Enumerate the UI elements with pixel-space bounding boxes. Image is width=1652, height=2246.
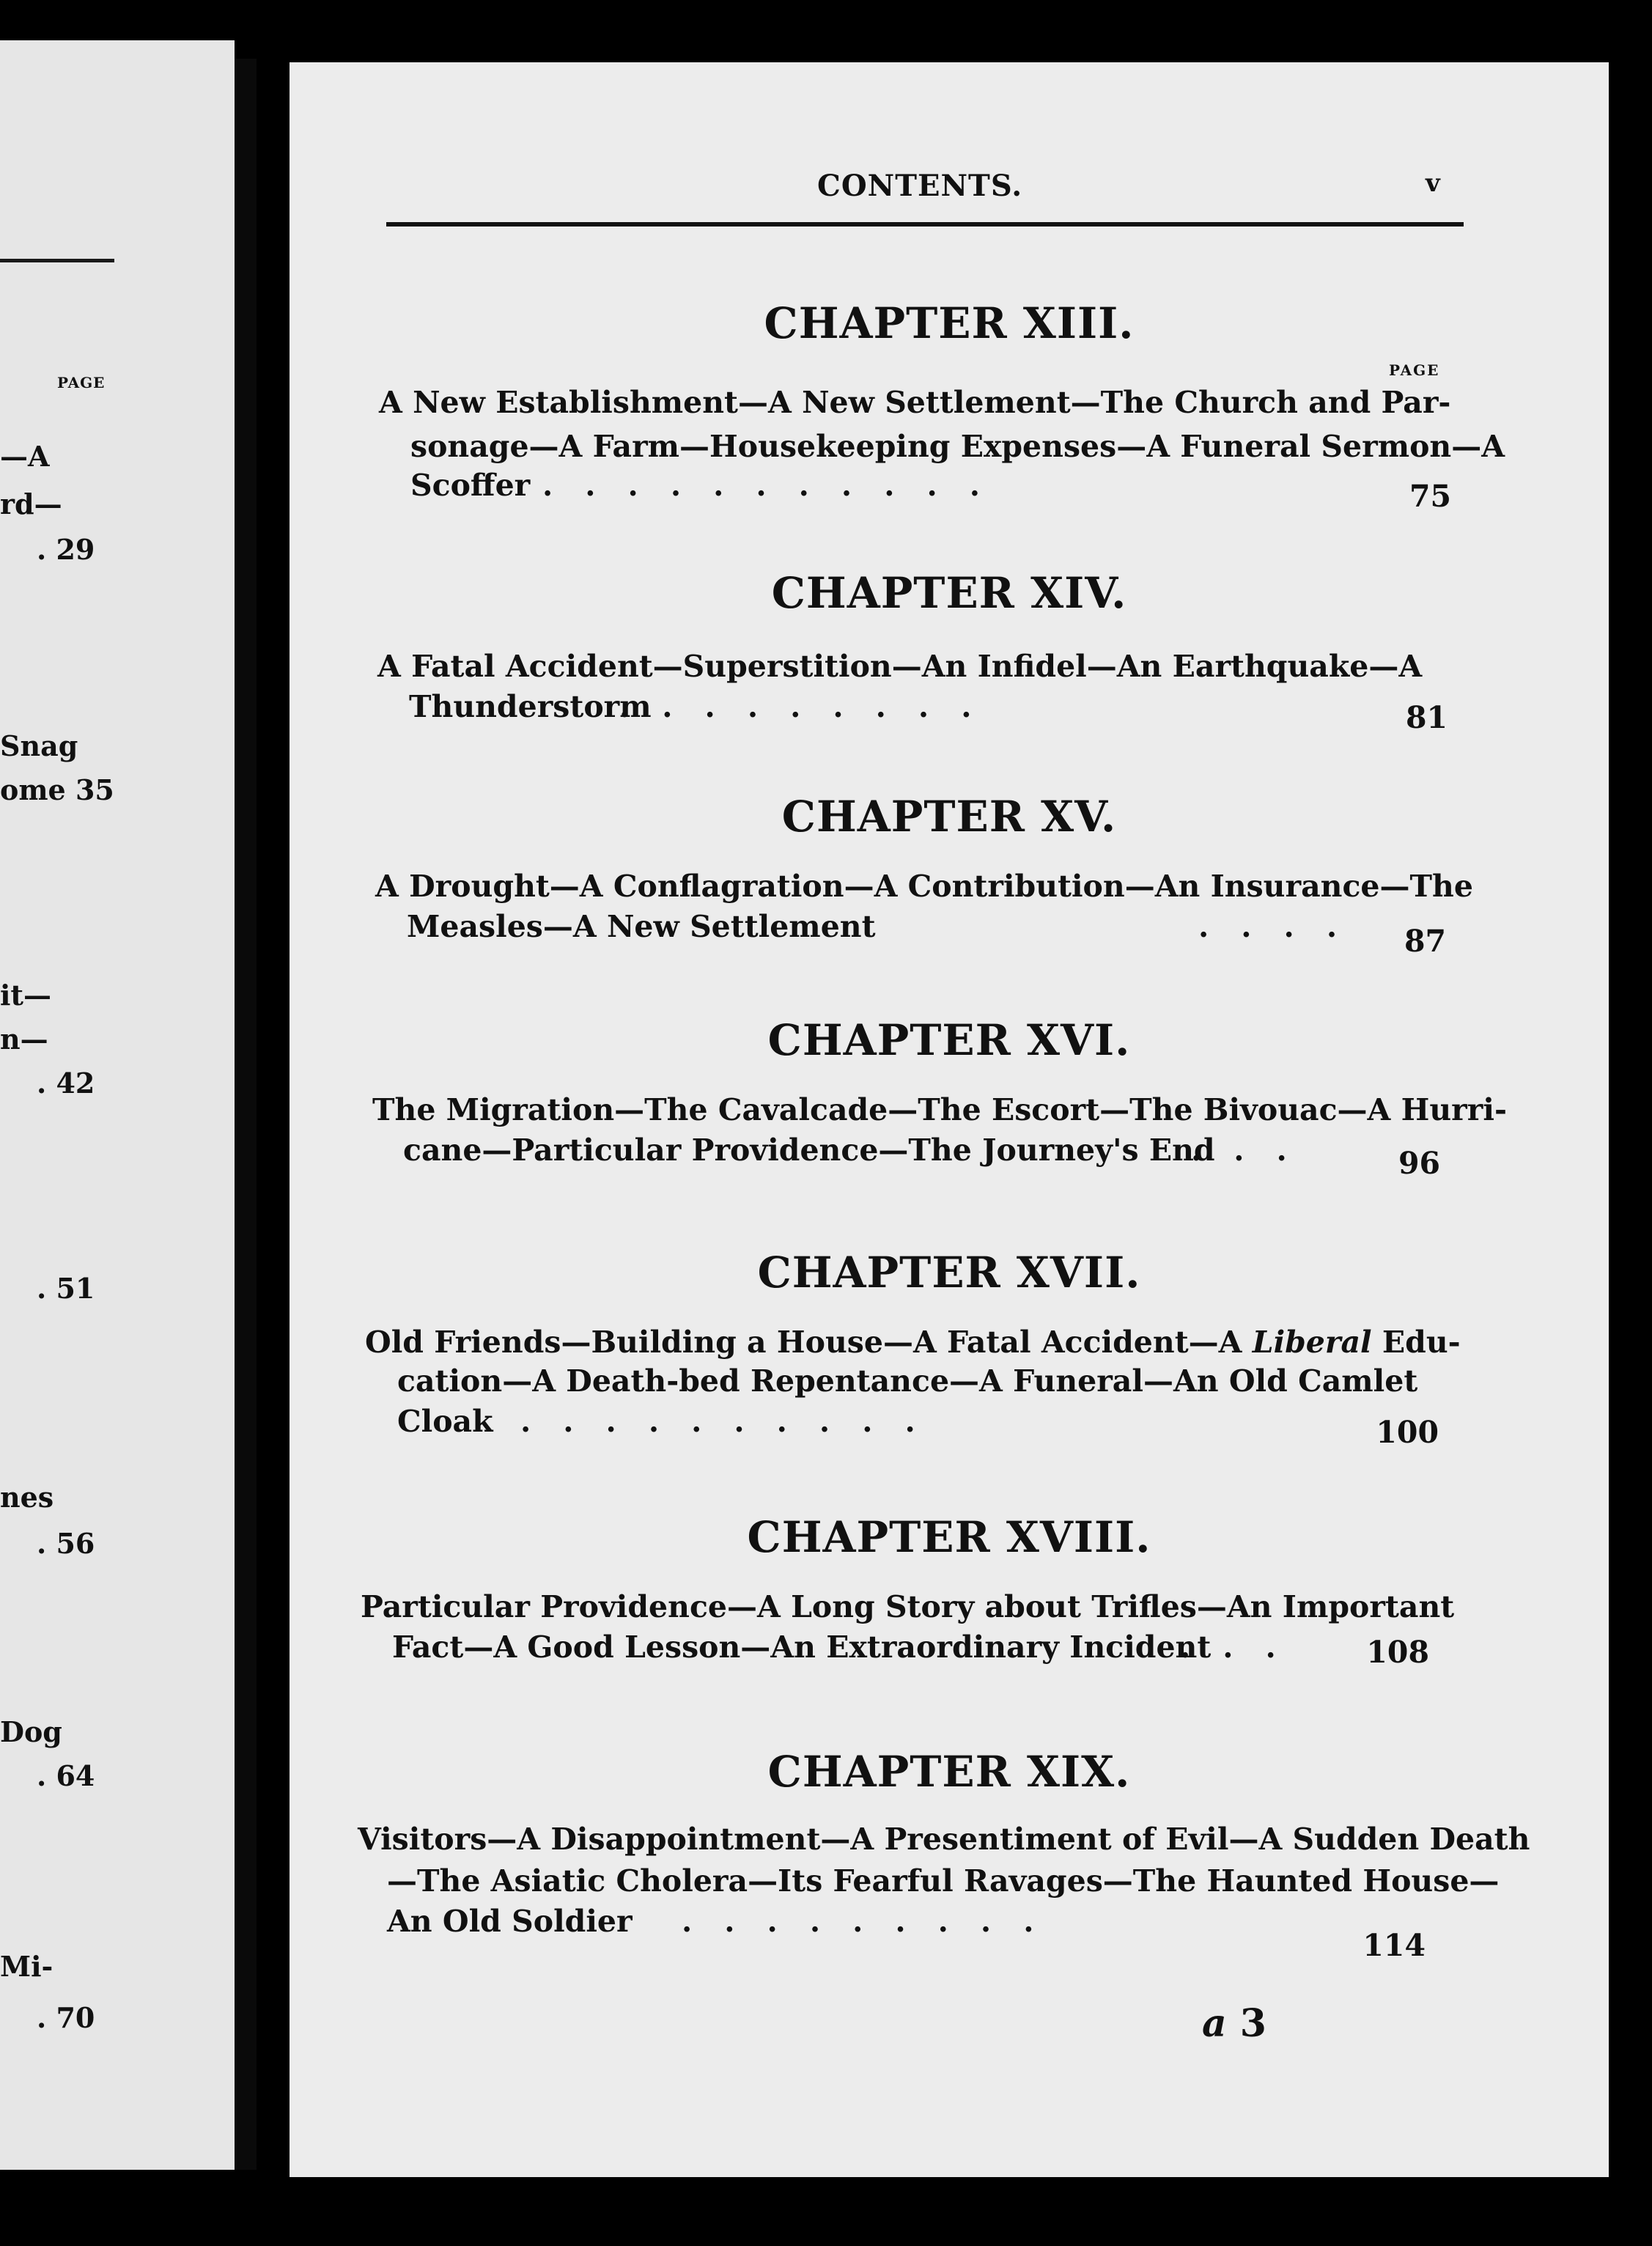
leader-dots: .........	[619, 689, 1004, 724]
left-fragment: Snag	[0, 729, 78, 762]
page-number: 87	[1404, 924, 1446, 959]
chapter-summary-line: cation—A Death-bed Repentance—A Funeral—An Old Camlet	[397, 1363, 1418, 1399]
chapter-title: CHAPTER XV.	[781, 792, 1117, 842]
chapter-summary-line: Scoffer	[410, 468, 531, 503]
page-number: 100	[1376, 1415, 1439, 1450]
chapter-summary-line: A Fatal Accident—Superstition—An Infidel—An Earthquake—A	[377, 649, 1423, 684]
left-fragment: —A	[0, 440, 50, 473]
chapter-summary-line: Measles—A New Settlement	[407, 909, 876, 944]
left-fragment: Dog	[0, 1715, 62, 1748]
summary-text: Old Friends—Building a House—A Fatal Accident—A	[365, 1325, 1253, 1360]
leader-dots: ...........	[542, 468, 1013, 503]
chapter-summary-line: A Drought—A Conflagration—A Contribution—An Insurance—The	[375, 869, 1473, 904]
chapter-summary-line: An Old Soldier	[387, 1904, 633, 1939]
page-number: 108	[1366, 1635, 1429, 1670]
chapter-summary-line: Thunderstorm	[409, 689, 652, 724]
left-page-label: PAGE	[57, 374, 106, 391]
left-page-rule	[0, 259, 114, 262]
chapter-summary-line: cane—Particular Providence—The Journey's End	[403, 1133, 1215, 1168]
chapter-title: CHAPTER XIX.	[767, 1747, 1131, 1797]
italic-word: Liberal	[1252, 1325, 1372, 1360]
leader-dots: ..........	[520, 1404, 948, 1439]
chapter-summary-line: Visitors—A Disappointment—A Presentiment of Evil—A Sudden Death	[358, 1822, 1530, 1857]
left-fragment: . 56	[37, 1527, 95, 1560]
book-gutter	[235, 59, 257, 2170]
chapter-summary-line: Cloak	[397, 1404, 493, 1439]
left-fragment: . 42	[37, 1067, 95, 1100]
summary-text: Edu-	[1371, 1325, 1461, 1360]
left-facing-page	[0, 40, 235, 2170]
left-fragment: . 70	[37, 2001, 95, 2034]
page-number: 114	[1362, 1928, 1426, 1963]
chapter-summary-line: —The Asiatic Cholera—Its Fearful Ravages—The Haunted House—	[387, 1863, 1500, 1899]
signature-letter: a	[1202, 2001, 1227, 2046]
left-fragment: Mi-	[0, 1950, 54, 1983]
chapter-title: CHAPTER XVII.	[757, 1248, 1141, 1297]
signature-number: 3	[1226, 2001, 1266, 2046]
page-number: 96	[1398, 1146, 1440, 1181]
chapter-title: CHAPTER XVIII.	[747, 1512, 1151, 1562]
left-fragment: . 64	[37, 1759, 95, 1792]
signature-mark	[1202, 2001, 1266, 2046]
left-fragment: . 51	[37, 1272, 95, 1305]
leader-dots: ...	[1180, 1630, 1308, 1665]
page-column-label: PAGE	[1389, 361, 1440, 379]
page-number: 81	[1405, 700, 1448, 735]
chapter-title: CHAPTER XIV.	[771, 568, 1127, 618]
left-fragment: rd—	[0, 487, 62, 520]
chapter-summary-line: A New Establishment—A New Settlement—The Church and Par-	[379, 385, 1451, 420]
chapter-title: CHAPTER XIII.	[764, 298, 1135, 348]
left-fragment: it—	[0, 979, 51, 1012]
page-mark: v	[1426, 169, 1441, 198]
leader-dots: .........	[682, 1904, 1066, 1939]
chapter-title: CHAPTER XVI.	[767, 1015, 1131, 1065]
chapter-summary-line: The Migration—The Cavalcade—The Escort—The Bivouac—A Hurri-	[372, 1092, 1507, 1127]
left-fragment: . 29	[37, 533, 95, 566]
chapter-summary-line: Fact—A Good Lesson—An Extraordinary Incident	[392, 1630, 1212, 1665]
contents-page	[290, 62, 1609, 2177]
leader-dots: ....	[1198, 909, 1370, 944]
leader-dots: ...	[1191, 1133, 1319, 1168]
chapter-summary-line: sonage—A Farm—Housekeeping Expenses—A Funeral Sermon—A	[410, 429, 1505, 464]
head-rule	[386, 222, 1464, 227]
left-fragment: nes	[0, 1481, 54, 1514]
page-number: 75	[1409, 479, 1451, 514]
chapter-summary-line: Particular Providence—A Long Story about Trifles—An Important	[361, 1589, 1455, 1624]
left-fragment: ome 35	[0, 773, 114, 806]
chapter-summary-line	[365, 1325, 1461, 1360]
running-head-title: CONTENTS.	[817, 169, 1023, 203]
left-fragment: n—	[0, 1023, 48, 1056]
